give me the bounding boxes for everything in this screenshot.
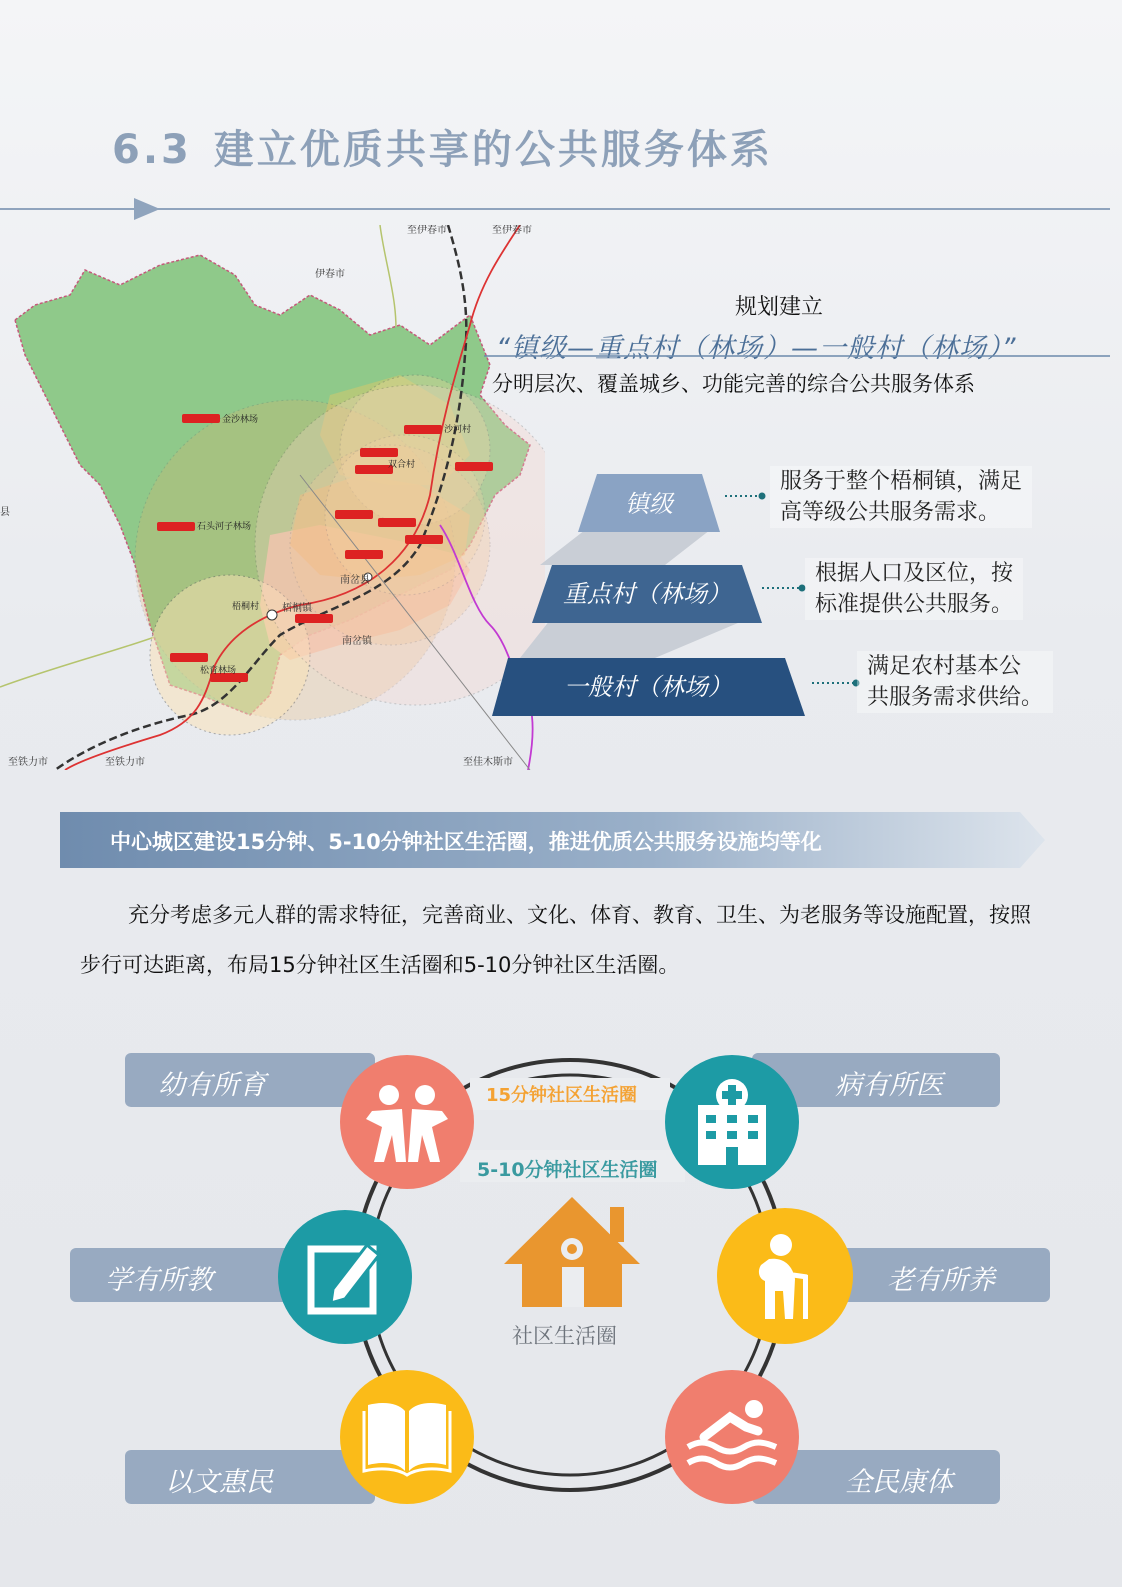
tier-label-village: 一般村（林场）: [564, 673, 732, 701]
tier-desc-town: 服务于整个梧桐镇，满足 高等级公共服务需求。: [770, 466, 1032, 528]
section-banner-text: 中心城区建设15分钟、5-10分钟社区生活圈，推进优质公共服务设施均等化: [110, 830, 822, 854]
plan-description: 分明层次、覆盖城乡、功能完善的综合公共服务体系: [492, 372, 975, 396]
service-map: [0, 225, 545, 770]
tier-label-town: 镇级: [625, 490, 673, 518]
map-label-tieli-mid: 至铁力市: [105, 757, 145, 768]
center-label: 社区生活圈: [512, 1324, 617, 1348]
map-label-county: 县: [0, 507, 10, 518]
map-label-shahe: 沙河村: [444, 425, 472, 435]
inner-ring-label: 5-10分钟社区生活圈: [477, 1159, 658, 1181]
label-culture: 以文惠民: [165, 1467, 273, 1498]
map-label-tieli-left: 至铁力市: [8, 757, 48, 768]
swimming-icon: [665, 1370, 799, 1504]
label-childcare: 幼有所育: [158, 1070, 266, 1101]
outer-ring-label: 15分钟社区生活圈: [486, 1085, 638, 1106]
hospital-icon: [665, 1055, 799, 1189]
plan-quote: “镇级—重点村（林场）—一般村（林场）”: [496, 333, 1017, 364]
title-text: 建立优质共享的公共服务体系: [213, 127, 773, 173]
plan-heading: 规划建立: [735, 295, 824, 320]
map-label-shuanghe: 双合村: [388, 460, 416, 470]
tier-desc-village: 满足农村基本公 共服务需求供给。: [857, 651, 1053, 713]
map-label-shitouhezi: 石头河子林场: [197, 522, 252, 532]
quote-underline: [484, 354, 1110, 358]
label-fitness: 全民康体: [845, 1467, 953, 1498]
map-label-jinsha: 金沙林场: [222, 415, 259, 425]
body-paragraph: 充分考虑多元人群的需求特征，完善商业、文化、体育、教育、卫生、为老服务等设施配置，按照步行可达距离，布局15分钟社区生活圈和5-10分钟社区生活圈。: [80, 903, 1031, 977]
map-label-songyu: 松育林场: [200, 666, 237, 676]
map-label-wutong-cun: 梧桐村: [232, 602, 260, 612]
title-number: 6.3: [112, 127, 192, 173]
label-education: 学有所教: [105, 1265, 213, 1296]
map-label-nancha-county: 南岔县: [340, 575, 370, 586]
elderly-icon: [717, 1208, 853, 1344]
map-label-yichun-top: 至伊春市: [407, 225, 447, 236]
tier-desc-key-village: 根据人口及区位，按 标准提供公共服务。: [805, 558, 1023, 620]
page-title: [112, 118, 773, 175]
map-label-yichun-top2: 至伊春市: [492, 225, 532, 236]
book-icon: [340, 1370, 474, 1504]
map-label-jiamusi: 至佳木斯市: [463, 757, 513, 768]
children-icon: [340, 1055, 474, 1189]
title-divider: [0, 196, 1122, 226]
map-label-nancha-town: 南岔镇: [342, 636, 372, 647]
label-elderly: 老有所养: [887, 1265, 995, 1296]
arrow-icon: [134, 198, 160, 220]
map-label-yichun-city: 伊春市: [315, 269, 345, 280]
house-icon: [502, 1192, 642, 1312]
tier-label-key-village: 重点村（林场）: [563, 580, 731, 608]
map-label-wutong-town: 梧桐镇: [282, 603, 312, 614]
education-icon: [278, 1210, 412, 1344]
label-medical: 病有所医: [835, 1070, 943, 1101]
